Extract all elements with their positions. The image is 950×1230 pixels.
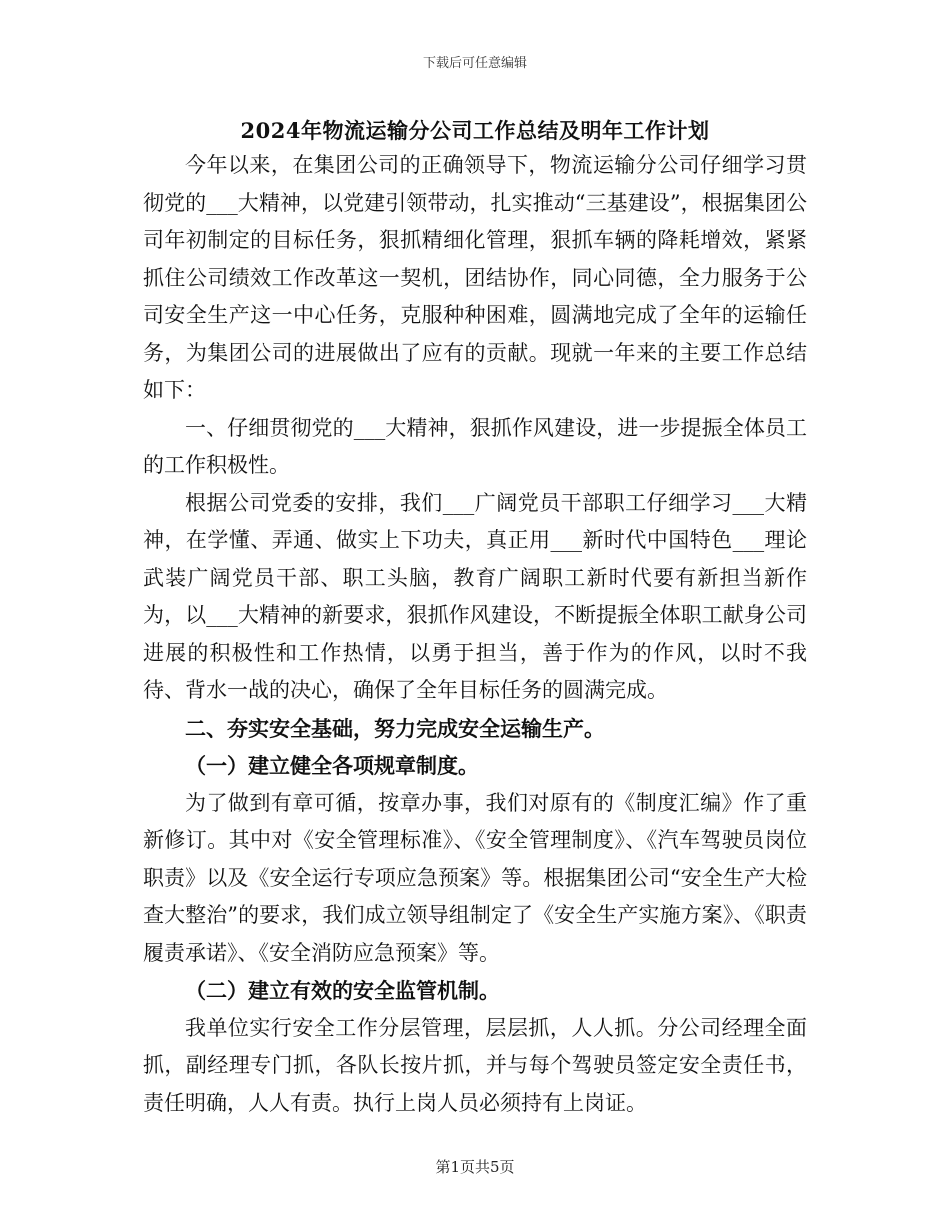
- paragraph-subsection-2-body: 我单位实行安全工作分层管理，层层抓，人人抓。分公司经理全面抓，副经理专门抓，各队长按片抓，并与每个驾驶员签定安全责任书，责任明确，人人有责。执行上岗人员必须持有上岗证。: [143, 1015, 807, 1115]
- document-body: [143, 147, 807, 1122]
- paragraph-intro: 今年以来，在集团公司的正确领导下，物流运输分公司仔细学习贯彻党的___大精神，以党建引领带动，扎实推动“三基建设”，根据集团公司年初制定的目标任务，狠抓精细化管理，狠抓车辆的降耗增效，紧紧抓住公司绩效工作改革这一契机，团结协作，同心同德，全力服务于公司安全生产这一中心任务，克服种种困难，圆满地完成了全年的运输任务，为集团公司的进展做出了应有的贡献。现就一年来的主要工作总结如下：: [143, 153, 807, 402]
- page-header: 下载后可任意编辑: [422, 56, 527, 71]
- document-title: 2024年物流运输分公司工作总结及明年工作计划: [240, 118, 710, 143]
- subsection-2-heading: （二）建立有效的安全监管机制。: [185, 978, 500, 1003]
- section-2-heading: 二、夯实安全基础，努力完成安全运输生产。: [185, 715, 605, 741]
- paragraph-section-1-heading: 一、仔细贯彻党的___大精神，狠抓作风建设，进一步提振全体员工的工作积极性。: [143, 415, 807, 477]
- paragraph-section-1-body: 根据公司党委的安排，我们___广阔党员干部职工仔细学习___大精神，在学懂、弄通、做实上下功夫，真正用___新时代中国特色___理论武装广阔党员干部、职工头脑，教育广阔职工新时代要有新担当新作为，以___大精神的新要求，狠抓作风建设，不断提振全体职工献身公司进展的积极性和工作热情，以勇于担当，善于作为的作风，以时不我待、背水一战的决心，确保了全年目标任务的圆满完成。: [143, 490, 807, 702]
- page-footer: 第1页共5页: [435, 1158, 515, 1176]
- paragraph-subsection-1-body: 为了做到有章可循，按章办事，我们对原有的《制度汇编》作了重新修订。其中对《安全管理标准》、《安全管理制度》、《汽车驾驶员岗位职责》以及《安全运行专项应急预案》等。根据集团公司“安全生产大检查大整治”的要求，我们成立领导组制定了《安全生产实施方案》、《职责履责承诺》、《安全消防应急预案》等。: [143, 790, 807, 965]
- subsection-1-heading: （一）建立健全各项规章制度。: [185, 753, 479, 778]
